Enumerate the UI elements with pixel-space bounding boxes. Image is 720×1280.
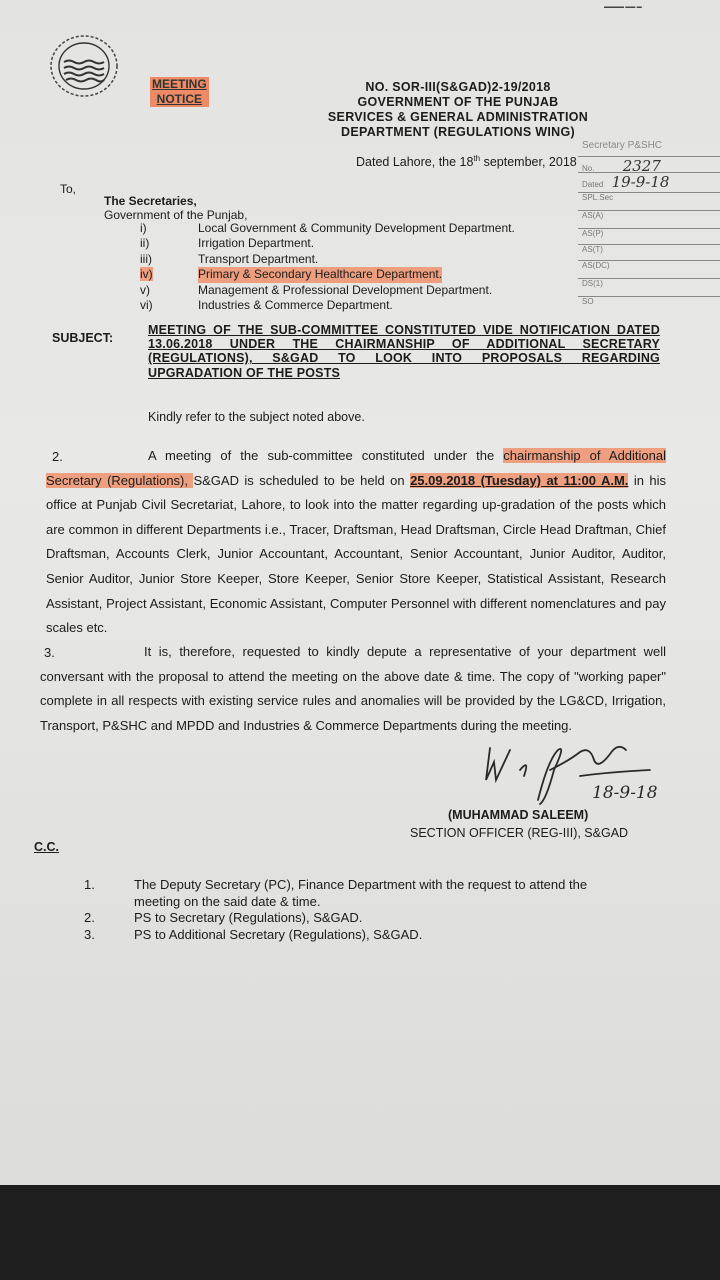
department-name: Transport Department. (198, 251, 319, 266)
paragraph-number: 2. (52, 449, 63, 464)
list-item (84, 877, 624, 910)
stamp-number-row (578, 156, 720, 175)
list-number: v) (140, 282, 150, 297)
photo-background (0, 1185, 720, 1280)
stamp-row: SO (578, 296, 720, 306)
meeting-notice-label (150, 77, 209, 107)
para2-text: in his office at Punjab Civil Secretariat, Lahore, to look into the matter regarding up-gradation of the posts which are common in different Departments i.e., Tracer, Draftsman, Head Draftsman, Circle Head Draftman, Chief Draftsman, Accounts Clerk, Junior Accountant, Accountant, Senior Accountant, Junior Auditor, Auditor, Senior Auditor, Junior Store Keeper, Store Keeper, Senior Store Keeper, Statistical Assistant, Research Assistant, Project Assistant, Economic Assistant, Computer Personnel with different nomenclatures and pay scales etc. (46, 472, 667, 636)
handwritten-signature (480, 740, 680, 810)
stamp-row: SPL.Sec (578, 192, 720, 202)
list-item (140, 236, 515, 251)
list-item (140, 283, 515, 298)
cc-item-text: The Deputy Secretary (PC), Finance Department with the request to attend the meeting on the said date & time. (134, 877, 588, 909)
department-line1: SERVICES & GENERAL ADMINISTRATION (327, 110, 589, 124)
date-line (356, 154, 577, 169)
meeting-datetime: 25.09.2018 (Tuesday) at 11:00 A.M. (410, 472, 629, 488)
corner-mark: ▬▬▬▬ ▬▬ ▬ (604, 4, 642, 10)
list-item (140, 252, 515, 267)
stamp-row: AS(P) (578, 228, 720, 238)
subject-text: MEETING OF THE SUB-COMMITTEE CONSTITUTED VIDE NOTIFICATION DATED 13.06.2018 UNDER THE CHAIRMANSHIP OF ADDITIONAL SECRETARY (REGULATIONS), S&GAD TO LOOK INTO PROPOSALS REGARDING UPGRADATION OF THE POSTS (148, 323, 660, 380)
para2-text: S&GAD is scheduled to be held on (193, 472, 411, 488)
reference-number: NO. SOR-III(S&GAD)2-19/2018 (365, 80, 551, 94)
stamp-no-label: No. (582, 164, 595, 173)
list-number: 3. (84, 926, 95, 942)
paragraph-3: It is, therefore, requested to kindly depute a representative of your department well conversant with the proposal to attend the meeting on the above date & time. The copy of "working paper" complete in all respects with existing service rules and anomalies will be provided by the LG&CD, Irrigation, Transport, P&SHC and MPDD and Industries & Commerce Departments during the meeting. (40, 644, 666, 733)
date-suffix: september, 2018 (480, 155, 577, 170)
addressee-org: Government of the Punjab, (104, 208, 248, 222)
stamp-row: AS(DC) (578, 260, 720, 270)
cc-item-text: PS to Additional Secretary (Regulations), S&GAD. (134, 926, 423, 942)
department-name: Primary & Secondary Healthcare Department. (198, 267, 443, 282)
list-number: iii) (140, 251, 152, 266)
list-item-highlighted (140, 267, 515, 282)
signature-date: 18-9-18 (592, 783, 658, 803)
subject-label: SUBJECT: (52, 331, 114, 345)
reference-line: Kindly refer to the subject noted above. (148, 410, 365, 424)
list-number: vi) (140, 298, 153, 313)
paragraph-number: 3. (44, 645, 55, 660)
date-superscript: th (473, 154, 481, 163)
list-number: 2. (84, 910, 95, 925)
signatory-name: (MUHAMMAD SALEEM) (448, 808, 589, 822)
stamp-title: Secretary P&SHC (582, 140, 663, 151)
department-name: Local Government & Community Development Department. (198, 221, 515, 235)
punjab-emblem-logo (48, 30, 120, 98)
list-item (84, 910, 624, 927)
stamp-row: DS(1) (578, 278, 720, 288)
cc-item-text: PS to Secretary (Regulations), S&GAD. (134, 910, 363, 925)
list-number: ii) (140, 236, 150, 251)
addressee-title: The Secretaries, (104, 194, 197, 208)
receipt-stamp (578, 140, 720, 318)
department-name: Management & Professional Development Department. (198, 282, 493, 297)
cc-list (84, 877, 624, 943)
department-name: Industries & Commerce Department. (198, 298, 393, 313)
notice-label-line2: NOTICE (150, 92, 209, 107)
stamp-row: AS(A) (578, 210, 720, 220)
to-label: To, (60, 182, 77, 196)
list-item (140, 298, 515, 313)
stamp-dated-row (578, 172, 720, 191)
stamp-no-value: 2327 (622, 157, 661, 175)
list-item (84, 927, 624, 944)
stamp-row: AS(T) (578, 244, 720, 254)
para2-highlight: chairmanship of Additional Secretary (Regulations), (46, 448, 666, 488)
list-item (140, 221, 515, 236)
list-number-highlight: iv) (140, 267, 153, 282)
paragraph-2 (46, 444, 666, 641)
list-number: 1. (84, 877, 95, 892)
list-number: i) (140, 221, 147, 235)
cc-label: C.C. (34, 840, 59, 854)
date-prefix: Dated Lahore, the 18 (356, 155, 474, 170)
department-line2: DEPARTMENT (REGULATIONS WING) (341, 125, 575, 139)
stamp-dated-value: 19-9-18 (611, 173, 670, 191)
para2-text: A meeting of the sub-committee constituted under the (148, 448, 504, 463)
government-line: GOVERNMENT OF THE PUNJAB (357, 95, 559, 109)
notice-label-line1: MEETING (152, 77, 207, 91)
department-list (140, 221, 515, 313)
department-name: Irrigation Department. (198, 236, 315, 251)
list-number (140, 267, 198, 282)
letter-header (308, 80, 608, 140)
signatory-title: SECTION OFFICER (REG-III), S&GAD (410, 826, 629, 840)
stamp-dated-label: Dated (582, 180, 604, 189)
